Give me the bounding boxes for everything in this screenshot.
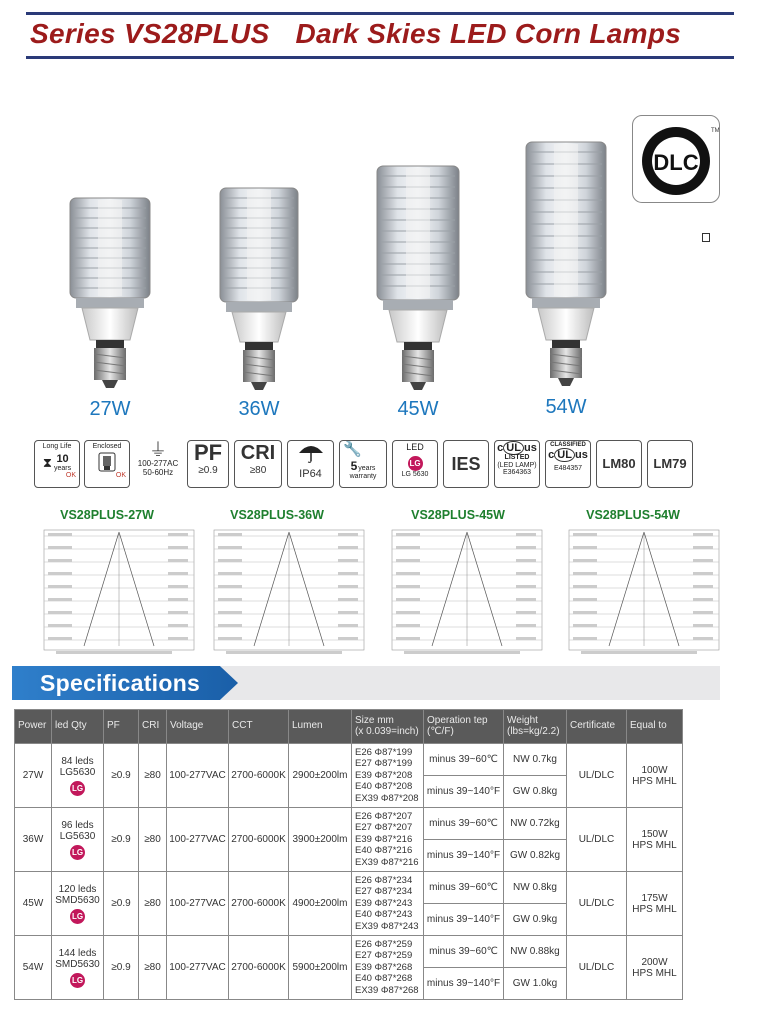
column-header: Power [15,710,52,744]
operation-temp-f-cell: minus 39~140°F [424,776,504,808]
ies-icon: IES [443,440,489,488]
column-header: Weight (lbs=kg/2.2) [504,710,567,744]
spec-header-row [15,710,683,744]
lg-logo-icon: LG [70,845,85,860]
cri-cell: ≥80 [139,872,167,936]
lamp-label-45w: 45W [397,398,439,420]
table-row [15,808,683,840]
power-cell: 54W [15,936,52,1000]
operation-temp-c-cell: minus 39~60℃ [424,936,504,968]
led-chip-icon: LED LG LG 5630 [392,440,438,488]
dlc-tm-mark: TM [711,128,719,134]
cri-cell: ≥80 [139,744,167,808]
net-weight-cell: NW 0.88kg [504,936,567,968]
header-rule-top [26,12,734,15]
ul-classified-icon: CLASSIFIED c UL us E484357 [545,440,591,488]
column-header: Lumen [289,710,352,744]
gross-weight-cell: GW 0.82kg [504,840,567,872]
cct-cell: 2700-6000K [229,744,289,808]
column-header: CRI [139,710,167,744]
title-product: Dark Skies LED Corn Lamps [295,18,682,49]
operation-temp-f-cell: minus 39~140°F [424,904,504,936]
lm79-icon: LM79 [647,440,693,488]
lamp-label-36w: 36W [238,398,280,420]
cri-cell: ≥80 [139,936,167,1000]
cct-cell: 2700-6000K [229,936,289,1000]
lamp-image-45w [375,160,461,392]
specifications-heading: Specifications [40,670,201,696]
pf-cell: ≥0.9 [104,872,139,936]
beam-chart-title-36w: VS28PLUS-36W [230,508,324,522]
lumen-cell: 2900±200lm [289,744,352,808]
operation-temp-c-cell: minus 39~60℃ [424,872,504,904]
power-cell: 36W [15,808,52,872]
voltage-cell: 100-277VAC [167,872,229,936]
lamp-image-54w [524,136,608,388]
equal-to-cell: 150W HPS MHL [627,808,683,872]
lamp-image-27w [68,192,152,392]
equal-to-cell: 100W HPS MHL [627,744,683,808]
led-qty-cell: 84 leds LG5630 LG [52,744,104,808]
lamp-label-54w: 54W [545,396,587,418]
size-cell: E26 Φ87*199 E27 Φ87*199 E39 Φ87*208 E40 Φ87*208 EX39 Φ87*208 [352,744,424,808]
ul-listed-icon: c UL us LISTED (LED LAMP) E364363 [494,440,540,488]
net-weight-cell: NW 0.7kg [504,744,567,776]
voltage-cell: 100-277VAC [167,744,229,808]
equal-to-cell: 175W HPS MHL [627,872,683,936]
certificate-cell: UL/DLC [567,872,627,936]
dlc-logo-text: DLC [653,150,699,175]
lamp-image-36w [218,182,300,392]
beam-chart-title-54w: VS28PLUS-54W [586,508,680,522]
feature-icons-row [34,440,694,490]
beam-diagram-36w [204,526,374,658]
voltage-plug-icon: ⏚ 100-277AC 50-60Hz [134,440,182,488]
beam-chart-title-45w: VS28PLUS-45W [411,508,505,522]
column-header: Equal to [627,710,683,744]
operation-temp-c-cell: minus 39~60℃ [424,744,504,776]
equal-to-cell: 200W HPS MHL [627,936,683,1000]
size-cell: E26 Φ87*207 E27 Φ87*207 E39 Φ87*216 E40 Φ87*216 EX39 Φ87*216 [352,808,424,872]
cri-cell: ≥80 [139,808,167,872]
net-weight-cell: NW 0.72kg [504,808,567,840]
table-row [15,936,683,968]
operation-temp-f-cell: minus 39~140°F [424,840,504,872]
beam-cone-graphic [204,526,374,658]
header-rule-bottom [26,56,734,59]
lumen-cell: 4900±200lm [289,872,352,936]
lg-logo-icon: LG [70,973,85,988]
pf-cell: ≥0.9 [104,808,139,872]
lamp-label-27w: 27W [89,398,131,420]
ip64-umbrella-icon: IP64 [287,440,334,488]
cri-icon: CRI ≥80 [234,440,282,488]
led-qty-cell: 120 leds SMD5630 LG [52,872,104,936]
cct-cell: 2700-6000K [229,808,289,872]
dlc-qpl-logo [632,115,720,203]
gross-weight-cell: GW 0.8kg [504,776,567,808]
power-factor-icon: PF ≥0.9 [187,440,229,488]
column-header: Operation tep (℃/F) [424,710,504,744]
table-row [15,872,683,904]
lg-logo-icon: LG [70,909,85,924]
column-header: PF [104,710,139,744]
voltage-cell: 100-277VAC [167,936,229,1000]
lumen-cell: 3900±200lm [289,808,352,872]
voltage-cell: 100-277VAC [167,808,229,872]
gross-weight-cell: GW 1.0kg [504,968,567,1000]
column-header: Size mm (x 0.039=inch) [352,710,424,744]
column-header: Certificate [567,710,627,744]
net-weight-cell: NW 0.8kg [504,872,567,904]
beam-cone-graphic [382,526,552,658]
led-qty-cell: 96 leds LG5630 LG [52,808,104,872]
specifications-table [14,709,683,1000]
column-header: led Qty [52,710,104,744]
enclosed-fixture-icon: Enclosed OK [84,440,130,488]
beam-diagram-45w [382,526,552,658]
size-cell: E26 Φ87*259 E27 Φ87*259 E39 Φ87*268 E40 Φ87*268 EX39 Φ87*268 [352,936,424,1000]
table-row [15,744,683,776]
lumen-cell: 5900±200lm [289,936,352,1000]
led-qty-cell: 144 leds SMD5630 LG [52,936,104,1000]
size-cell: E26 Φ87*234 E27 Φ87*234 E39 Φ87*243 E40 Φ87*243 EX39 Φ87*243 [352,872,424,936]
lg-logo-icon: LG [408,456,423,471]
page-title [30,18,730,50]
placeholder-glyph [702,233,710,242]
beam-diagram-27w [34,526,204,658]
beam-cone-graphic [559,526,729,658]
certificate-cell: UL/DLC [567,808,627,872]
certificate-cell: UL/DLC [567,744,627,808]
column-header: CCT [229,710,289,744]
title-series: Series VS28PLUS [30,18,270,49]
beam-diagram-54w [559,526,729,658]
long-life-icon: Long Life ⧗ 10 years OK [34,440,80,488]
power-cell: 45W [15,872,52,936]
cct-cell: 2700-6000K [229,872,289,936]
lg-logo-icon: LG [70,781,85,796]
column-header: Voltage [167,710,229,744]
certificate-cell: UL/DLC [567,936,627,1000]
warranty-wrench-icon: 🔧 5 years warranty [339,440,387,488]
operation-temp-f-cell: minus 39~140°F [424,968,504,1000]
pf-cell: ≥0.9 [104,744,139,808]
lm80-icon: LM80 [596,440,642,488]
beam-cone-graphic [34,526,204,658]
beam-chart-title-27w: VS28PLUS-27W [60,508,154,522]
operation-temp-c-cell: minus 39~60℃ [424,808,504,840]
power-cell: 27W [15,744,52,808]
pf-cell: ≥0.9 [104,936,139,1000]
gross-weight-cell: GW 0.9kg [504,904,567,936]
